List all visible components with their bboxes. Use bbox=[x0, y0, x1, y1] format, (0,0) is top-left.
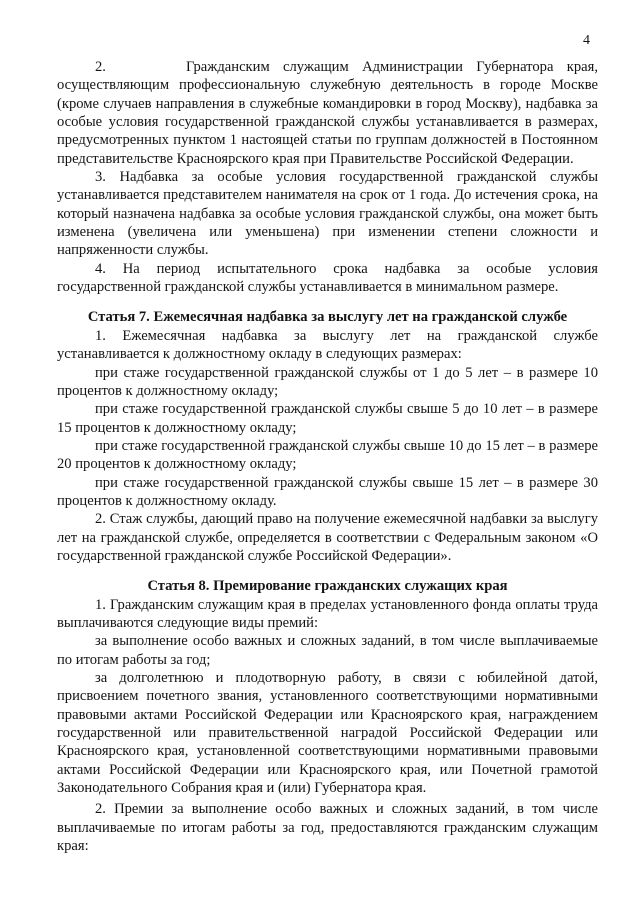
article-8-heading: Статья 8. Премирование гражданских служащих края bbox=[147, 578, 508, 595]
paragraph: за долголетнюю и плодотворную работу, в связи с юбилейной датой, присвоением почетного звания, установленного соответствующими нормативными правовыми актами Российской Федерации или Красноярского края, награждением государственной или правительственной наградой Российской Федерации или Красноярского края, установленной соответствующими нормативными правовыми актами Российской Федерации или Красноярского края, или Почетной грамотой Законодательного Собрания края и (или) Губернатора края. bbox=[57, 670, 598, 797]
paragraph: 2. Стаж службы, дающий право на получение ежемесячной надбавки за выслугу лет на гражданской службе, определяется в соответствии с Федеральным законом «О государственной гражданской службе Российской Федерации». bbox=[57, 511, 598, 564]
paragraph: 3. Надбавка за особые условия государственной гражданской службы устанавливается представителем нанимателя на срок от 1 года. До истечения срока, на который назначена надбавка за особые условия гражданской службы, она может быть изменена (увеличена или уменьшена) при изменении степени сложности и напряженности службы. bbox=[57, 169, 598, 259]
document-body bbox=[57, 58, 598, 855]
paragraph: при стаже государственной гражданской службы свыше 10 до 15 лет – в размере 20 процентов к должностному окладу; bbox=[57, 437, 598, 473]
paragraph: 4. На период испытательного срока надбавка за особые условия государственной гражданской службы устанавливается в минимальном размере. bbox=[57, 260, 598, 296]
paragraph: за выполнение особо важных и сложных заданий, в том числе выплачиваемые по итогам работы за год; bbox=[57, 633, 598, 668]
paragraph: 1. Гражданским служащим края в пределах установленного фонда оплаты труда выплачиваются следующие виды премий: bbox=[57, 596, 598, 631]
page-number: 4 bbox=[583, 33, 590, 48]
paragraph: при стаже государственной гражданской службы свыше 5 до 10 лет – в размере 15 процентов к должностному окладу; bbox=[57, 401, 598, 436]
paragraph: 2. Гражданским служащим Администрации Губернатора края, осуществляющим профессиональную служебную деятельность в городе Москве (кроме случаев направления в служебные командировки в город Москву), надбавка за особые условия государственной гражданской службы устанавливается в размерах, предусмотренных пунктом 1 настоящей статьи по группам должностей в Постоянном представительстве Красноярского края при Правительстве Российской Федерации. bbox=[57, 59, 598, 167]
paragraph: при стаже государственной гражданской службы свыше 15 лет – в размере 30 процентов к должностному окладу. bbox=[57, 474, 598, 509]
paragraph: 2. Премии за выполнение особо важных и сложных заданий, в том числе выплачиваемые по итогам работы за год, предоставляются гражданским служащим края: bbox=[57, 801, 598, 855]
paragraph: 1. Ежемесячная надбавка за выслугу лет на гражданской службе устанавливается к должностному окладу в следующих размерах: bbox=[57, 327, 598, 363]
article-7-heading: Статья 7. Ежемесячная надбавка за выслугу лет на гражданской службе bbox=[87, 309, 568, 326]
paragraph: при стаже государственной гражданской службы от 1 до 5 лет – в размере 10 процентов к должностному окладу; bbox=[57, 364, 598, 399]
